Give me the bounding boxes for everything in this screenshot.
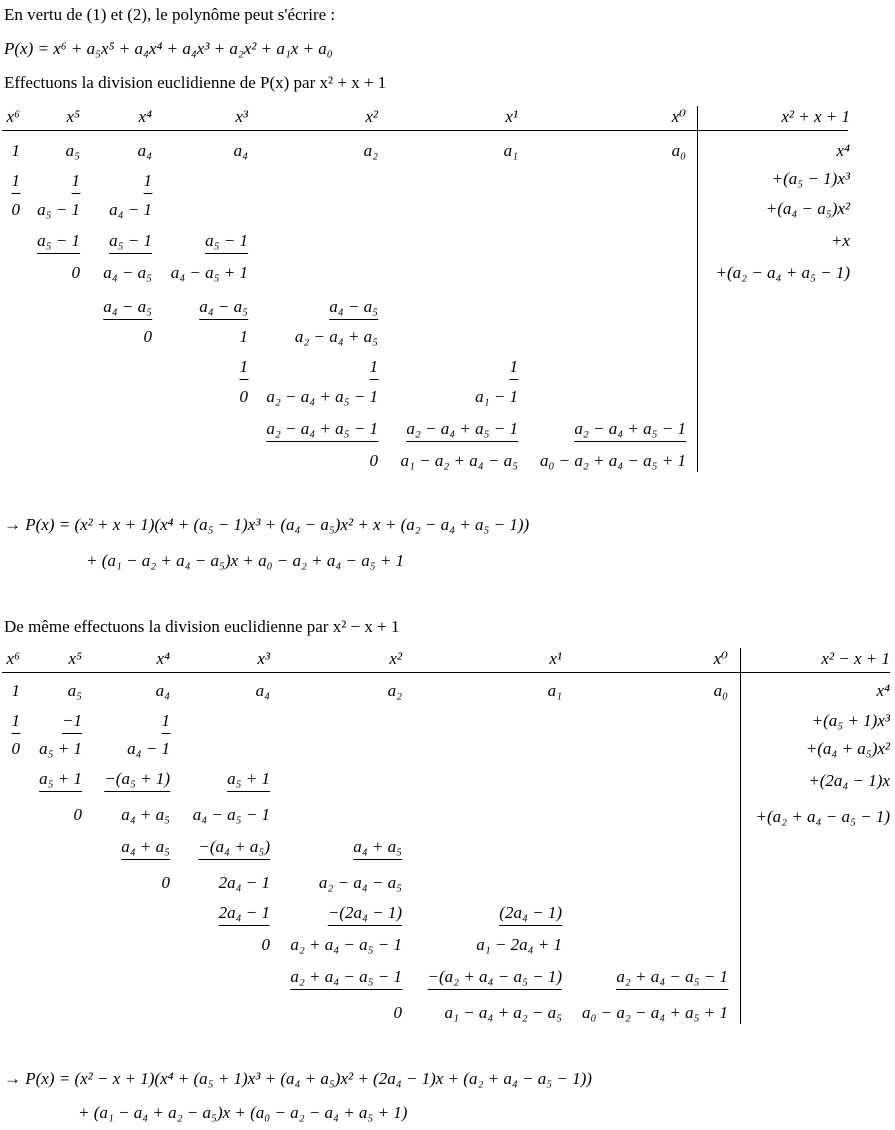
table-cell: a₂ − a₄ + a₅ − 1 xyxy=(574,418,686,442)
column-header: x¹ xyxy=(549,649,562,668)
table-cell: a₅ + 1 xyxy=(39,768,82,792)
table-cell: a₄ + a₅ xyxy=(121,805,170,824)
division-2-title: De même effectuons la division euclidienne par x² − x + 1 xyxy=(4,617,400,636)
column-header: x⁴ xyxy=(138,107,152,126)
table-cell: a₄ − a₅ + 1 xyxy=(170,263,248,282)
table-cell: a₀ xyxy=(671,141,686,160)
table-cell: a₄ + a₅ xyxy=(121,836,170,860)
table-cell: a₄ xyxy=(137,141,152,160)
column-header: x³ xyxy=(257,649,270,668)
divisor: x² + x + 1 xyxy=(781,107,850,126)
table-cell: a₄ + a₅ xyxy=(353,836,402,860)
table-cell: 0 xyxy=(11,739,20,758)
table-cell: a₂ xyxy=(363,141,378,160)
quotient-term: x⁴ xyxy=(836,141,850,160)
table-cell: a₂ − a₄ − a₅ xyxy=(318,873,402,892)
table-cell: a₅ − 1 xyxy=(37,200,80,219)
table-cell: a₅ xyxy=(65,141,80,160)
table-cell: 0 xyxy=(71,263,80,282)
column-header: x⁰ xyxy=(713,649,728,668)
table-cell: 1 xyxy=(240,356,249,380)
table-cell: a₅ + 1 xyxy=(227,768,270,792)
table-cell: a₄ − 1 xyxy=(109,200,152,219)
table-cell: 0 xyxy=(161,873,170,892)
table-cell: −(a₅ + 1) xyxy=(104,768,170,792)
table-cell: a₁ xyxy=(503,141,518,160)
table-cell: a₄ − a₅ xyxy=(199,296,248,320)
table-cell: a₅ + 1 xyxy=(39,739,82,758)
column-header: x⁴ xyxy=(156,649,170,668)
table-cell: 1 xyxy=(72,170,81,194)
header-rule xyxy=(2,130,848,131)
quotient-term: +(2a₄ − 1)x xyxy=(808,771,890,790)
quotient-term: +(a₂ − a₄ + a₅ − 1) xyxy=(715,263,850,282)
table-cell: 1 xyxy=(12,710,21,734)
table-cell: a₂ + a₄ − a₅ − 1 xyxy=(616,966,728,990)
table-cell: 2a₄ − 1 xyxy=(218,873,270,892)
table-cell: a₄ − a₅ xyxy=(103,296,152,320)
table-cell: 1 xyxy=(11,681,20,700)
table-cell: 1 xyxy=(12,170,21,194)
quotient-term: +(a₂ + a₄ − a₅ − 1) xyxy=(755,807,890,826)
table-cell: a₅ − 1 xyxy=(205,230,248,254)
table-cell: a₄ xyxy=(255,681,270,700)
table-cell: a₂ − a₄ + a₅ − 1 xyxy=(406,418,518,442)
table-cell: a₂ − a₄ + a₅ − 1 xyxy=(266,418,378,442)
table-cell: a₀ − a₂ + a₄ − a₅ + 1 xyxy=(539,451,686,470)
column-header: x⁵ xyxy=(68,649,82,668)
table-cell: 1 xyxy=(11,141,20,160)
column-header: x⁶ xyxy=(6,107,20,126)
table-cell: 0 xyxy=(11,200,20,219)
table-cell: a₄ − a₅ − 1 xyxy=(192,805,270,824)
table-cell: (2a₄ − 1) xyxy=(499,902,562,926)
table-cell: a₁ xyxy=(547,681,562,700)
table-cell: a₄ − 1 xyxy=(127,739,170,758)
quotient-separator xyxy=(697,106,698,472)
table-cell: 0 xyxy=(393,1003,402,1022)
table-cell: 0 xyxy=(261,935,270,954)
table-cell: −(a₄ + a₅) xyxy=(198,836,270,860)
table-cell: a₁ − a₂ + a₄ − a₅ xyxy=(400,451,518,470)
division-2-result-line-1: → P(x) = (x² − x + 1)(x⁴ + (a₅ + 1)x³ + (a₄ + a₅)x² + (2a₄ − 1)x + (a₂ + a₄ − a₅ − 1)) xyxy=(4,1069,592,1088)
table-cell: a₂ − a₄ + a₅ − 1 xyxy=(266,387,378,406)
table-cell: 1 xyxy=(162,710,171,734)
table-cell: a₁ − a₄ + a₂ − a₅ xyxy=(444,1003,562,1022)
table-cell: a₂ − a₄ + a₅ xyxy=(294,327,378,346)
table-cell: a₄ xyxy=(233,141,248,160)
column-header: x⁶ xyxy=(6,649,20,668)
table-cell: 1 xyxy=(144,170,153,194)
column-header: x³ xyxy=(235,107,248,126)
column-header: x¹ xyxy=(505,107,518,126)
quotient-term: +(a₅ − 1)x³ xyxy=(771,169,850,188)
table-cell: a₂ + a₄ − a₅ − 1 xyxy=(290,935,402,954)
table-cell: a₀ − a₂ − a₄ + a₅ + 1 xyxy=(581,1003,728,1022)
table-cell: 0 xyxy=(239,387,248,406)
table-cell: −(2a₄ − 1) xyxy=(328,902,402,926)
table-cell: a₅ − 1 xyxy=(109,230,152,254)
quotient-term: +(a₄ − a₅)x² xyxy=(765,199,850,218)
polynomial-expression: P(x) = x⁶ + a₅x⁵ + a₄x⁴ + a₄x³ + a₂x² + a₁x + a₀ xyxy=(4,39,333,58)
table-cell: 1 xyxy=(370,356,379,380)
table-cell: −(a₂ + a₄ − a₅ − 1) xyxy=(428,966,562,990)
header-rule xyxy=(2,672,890,673)
table-cell: −1 xyxy=(62,710,82,734)
table-cell: 0 xyxy=(143,327,152,346)
table-cell: 1 xyxy=(510,356,519,380)
table-cell: a₄ xyxy=(155,681,170,700)
table-cell: a₂ + a₄ − a₅ − 1 xyxy=(290,966,402,990)
quotient-term: x⁴ xyxy=(876,681,890,700)
column-header: x² xyxy=(389,649,402,668)
table-cell: 0 xyxy=(73,805,82,824)
division-2-result-line-2: + (a₁ − a₄ + a₂ − a₅)x + (a₀ − a₂ − a₄ + a₅ + 1) xyxy=(78,1103,408,1122)
table-cell: a₁ − 2a₄ + 1 xyxy=(476,935,562,954)
table-cell: a₄ − a₅ xyxy=(329,296,378,320)
table-cell: a₅ − 1 xyxy=(37,230,80,254)
intro-text: En vertu de (1) et (2), le polynôme peut s'écrire : xyxy=(4,5,336,24)
table-cell: 1 xyxy=(239,327,248,346)
division-1-title: Effectuons la division euclidienne de P(x) par x² + x + 1 xyxy=(4,73,387,92)
quotient-term: +(a₅ + 1)x³ xyxy=(811,711,890,730)
column-header: x⁵ xyxy=(66,107,80,126)
quotient-separator xyxy=(740,648,741,1024)
table-cell: a₅ xyxy=(67,681,82,700)
column-header: x⁰ xyxy=(671,107,686,126)
table-cell: 0 xyxy=(369,451,378,470)
table-cell: a₀ xyxy=(713,681,728,700)
division-1-result-line-2: + (a₁ − a₂ + a₄ − a₅)x + a₀ − a₂ + a₄ − a₅ + 1 xyxy=(86,551,405,570)
quotient-term: +x xyxy=(830,231,850,250)
column-header: x² xyxy=(365,107,378,126)
table-cell: a₂ xyxy=(387,681,402,700)
table-cell: a₄ − a₅ xyxy=(103,263,152,282)
table-cell: 2a₄ − 1 xyxy=(219,902,270,926)
divisor: x² − x + 1 xyxy=(821,649,890,668)
division-1-result-line-1: → P(x) = (x² + x + 1)(x⁴ + (a₅ − 1)x³ + (a₄ − a₅)x² + x + (a₂ − a₄ + a₅ − 1)) xyxy=(4,515,530,534)
table-cell: a₁ − 1 xyxy=(475,387,518,406)
quotient-term: +(a₄ + a₅)x² xyxy=(805,739,890,758)
